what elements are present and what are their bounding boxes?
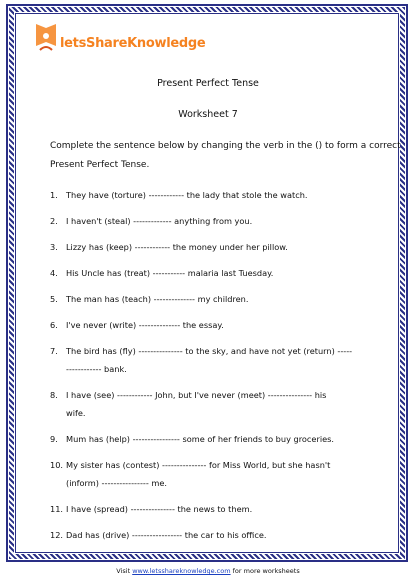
exercise-number: 11.: [50, 504, 64, 514]
exercise-text: My sister has (contest) --------------- for Miss World, but she hasn't: [66, 460, 331, 470]
exercise-text-continued: wife.: [66, 407, 86, 418]
instructions-line: Complete the sentence below by changing the verb in the () to form a correct: [50, 141, 401, 151]
exercise-text: His Uncle has (treat) ----------- malaria last Tuesday.: [66, 268, 274, 278]
exercise-text: They have (torture) ------------ the lady that stole the watch.: [66, 190, 308, 200]
footer: [0, 567, 416, 575]
exercise-number: 12.: [50, 530, 64, 540]
exercise-number: 9.: [50, 434, 58, 444]
instructions: [50, 137, 401, 175]
worksheet-title: Present Perfect Tense: [157, 78, 259, 89]
exercise-text: The bird has (fly) --------------- to the sky, and have not yet (return) -----: [66, 346, 353, 356]
exercise-text: I haven't (steal) ------------- anything from you.: [66, 216, 253, 226]
exercise-text: I have (spread) --------------- the news to them.: [66, 504, 253, 514]
exercise-text: Mum has (help) ---------------- some of her friends to buy groceries.: [66, 434, 334, 444]
exercise-text: I've never (write) -------------- the essay.: [66, 320, 224, 330]
exercise-number: 10.: [50, 460, 64, 470]
instructions-line: Present Perfect Tense.: [50, 160, 150, 170]
exercise-number: 2.: [50, 216, 58, 226]
exercise-text: Dad has (drive) ----------------- the car to his office.: [66, 530, 267, 540]
footer-suffix: for more worksheets: [232, 567, 300, 575]
exercise-text: The man has (teach) -------------- my children.: [66, 294, 249, 304]
exercise-text-continued: (inform) ---------------- me.: [66, 477, 168, 488]
exercise-text-continued: ------------ bank.: [66, 363, 127, 374]
exercise-text: I have (see) ------------ John, but I've never (meet) --------------- his: [66, 390, 327, 400]
site-logo: [30, 20, 220, 62]
exercise-number: 4.: [50, 268, 58, 278]
footer-website-link[interactable]: www.letsshareknowledge.com: [132, 567, 231, 575]
exercise-number: 5.: [50, 294, 58, 304]
exercise-number: 6.: [50, 320, 58, 330]
exercise-text: Lizzy has (keep) ------------ the money under her pillow.: [66, 242, 288, 252]
svg-text:letsShareKnowledge: letsShareKnowledge: [60, 36, 206, 51]
site-logo-graphic: [30, 20, 220, 62]
exercise-number: 1.: [50, 190, 58, 200]
exercise-number: 8.: [50, 390, 58, 400]
exercise-number: 7.: [50, 346, 58, 356]
footer-prefix: Visit: [116, 567, 131, 575]
worksheet-subtitle: Worksheet 7: [178, 109, 238, 120]
exercise-number: 3.: [50, 242, 58, 252]
